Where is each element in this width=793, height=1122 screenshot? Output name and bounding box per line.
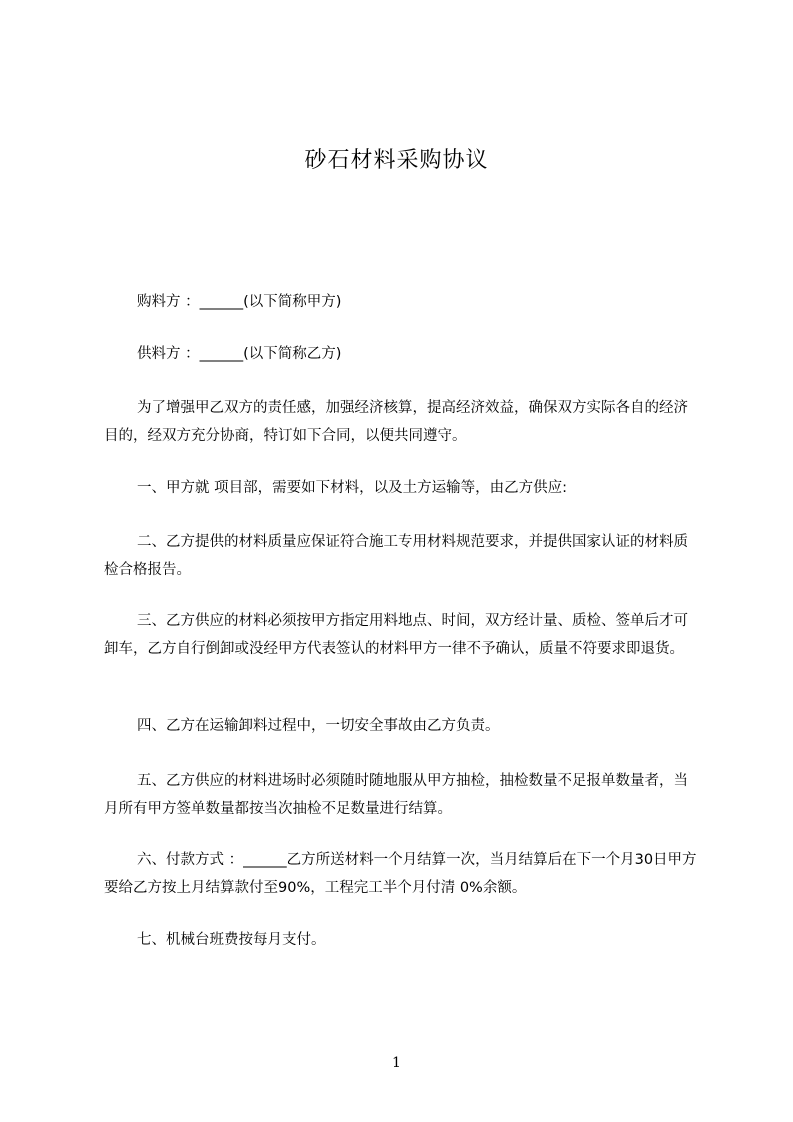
clause-6: 六、付款方式 ：______乙方所送材料一个月结算一次，当月结算后在下一个月30日甲方要给乙方按上月结算款付至90%，工程完工半个月付清 0%余额。 [104,852,697,896]
clause-7: 七、机械台班费按每月支付。 [137,932,326,948]
clause-1: 一、甲方就 项目部，需要如下材料，以及土方运输等，由乙方供应: [137,480,567,496]
clause-3: 三、乙方供应的材料必须按甲方指定用料地点、时间，双方经计量、质检、签单后才可卸车，乙方自行倒卸或没经甲方代表签认的材料甲方一律不予确认，质量不符要求即退货。 [104,613,688,657]
clause-2: 二、乙方提供的材料质量应保证符合施工专用材料规范要求，并提供国家认证的材料质检合格报告。 [104,534,688,578]
document-title: 砂石材料采购协议 [304,148,489,173]
preamble-paragraph: 为了增强甲乙双方的责任感，加强经济核算，提高经济效益，确保双方实际各自的经济目的，经双方充分协商，特订如下合同，以便共同遵守。 [104,400,688,444]
supplier-line: 供料方 ：______(以下简称乙方) [137,346,342,362]
buyer-line: 购料方 ：______(以下简称甲方) [137,294,342,310]
clause-5: 五、乙方供应的材料进场时必须随时随地服从甲方抽检，抽检数量不足报单数量者，当月所有甲方签单数量都按当次抽检不足数量进行结算。 [104,773,688,817]
clause-4: 四、乙方在运输卸料过程中，一切安全事故由乙方负责。 [137,718,500,734]
page-number: 1 [392,1055,401,1071]
